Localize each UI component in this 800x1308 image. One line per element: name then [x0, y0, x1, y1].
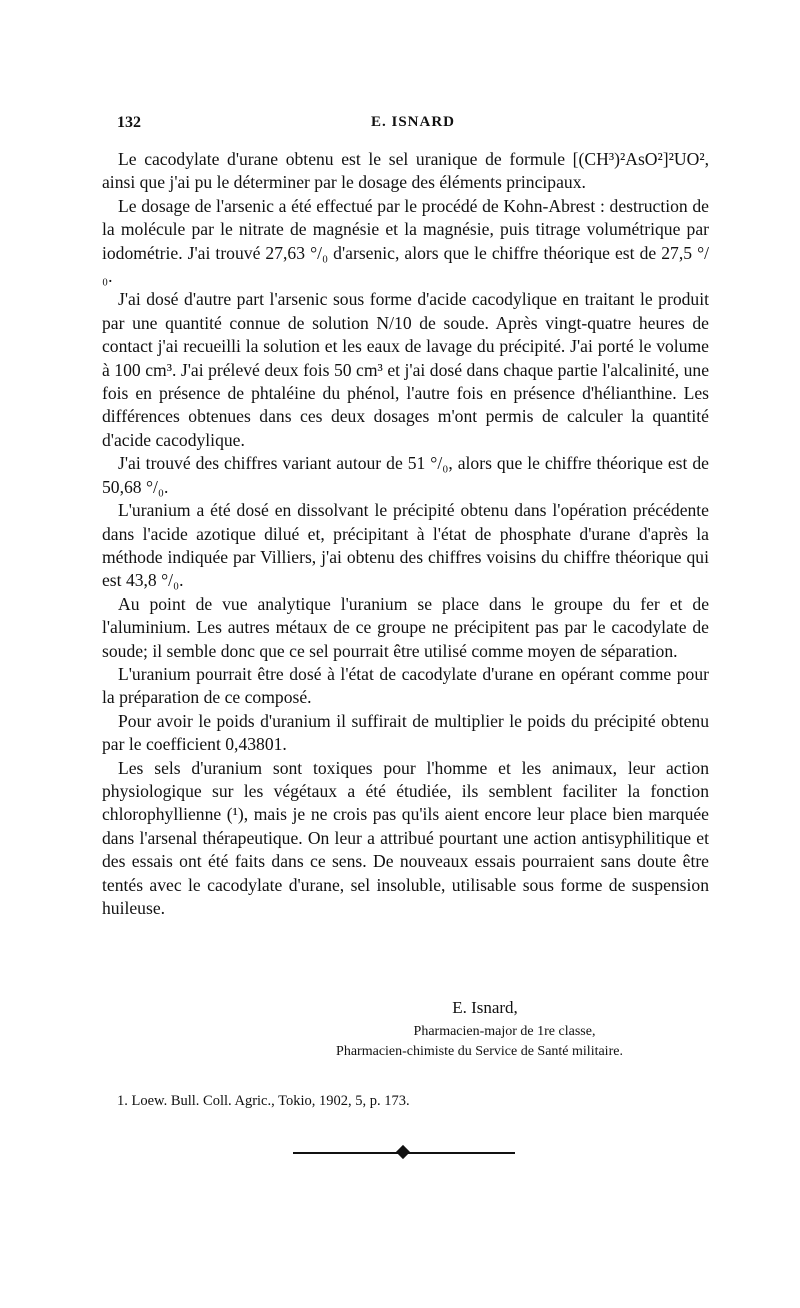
diamond-ornament-icon: [396, 1145, 410, 1159]
paragraph: J'ai trouvé des chiffres variant autour de 51 °/₀, alors que le chiffre théorique est de 50,68 °/₀.: [102, 453, 709, 497]
article-body: [102, 148, 709, 920]
paragraph: L'uranium pourrait être dosé à l'état de cacodylate d'urane en opérant comme pour la préparation de ce composé.: [102, 663, 709, 708]
paragraph: L'uranium a été dosé en dissolvant le précipité obtenu dans l'opération précédente dans l'acide azotique dilué et, précipitant à l'état de phosphate d'urane d'après la méthode indiquée par Villiers, j'ai obtenu des chiffres voisins du chiffre théorique qui est 43,8 °/₀.: [102, 500, 709, 591]
paragraph: Le cacodylate d'urane obtenu est le sel uranique de formule [(CH³)²AsO²]²UO², ainsi que j'ai pu le déterminer par le dosage des éléments principaux.: [102, 149, 709, 193]
paragraph: Au point de vue analytique l'uranium se place dans le groupe du fer et de l'aluminium. Les autres métaux de ce groupe ne précipitent pas par le cacodylate de soude; il semble donc que ce sel pourrait être utilisé comme moyen de séparation.: [102, 593, 709, 661]
author-title: Pharmacien-major de 1re classe,: [413, 1024, 596, 1039]
page-number: 132: [117, 114, 141, 131]
author-affiliation: Pharmacien-chimiste du Service de Santé militaire.: [336, 1044, 623, 1059]
page-header: [117, 114, 709, 136]
footnote: 1. Loew. Bull. Coll. Agric., Tokio, 1902, 5, p. 173.: [117, 1093, 410, 1109]
running-head: E. ISNARD: [370, 114, 455, 130]
paragraph: Les sels d'uranium sont toxiques pour l'homme et les animaux, leur action physiologique sur les végétaux a été étudiée, ils semblent faciliter la fonction chlorophyllienne (¹), mais je ne crois pas qu'ils aient encore leur place bien marquée dans l'arsenal thérapeutique. On leur a attribué pourtant une action antisyphilitique et des essais ont été faits dans ce sens. De nouveaux essais pourraient sans doute être tentés avec le cacodylate d'urane, sel insoluble, utilisable sous forme de suspension huileuse.: [102, 757, 709, 918]
author-signature: E. Isnard,: [452, 998, 518, 1017]
paragraph: J'ai dosé d'autre part l'arsenic sous forme d'acide cacodylique en traitant le produit par une quantité connue de solution N/10 de soude. Après vingt-quatre heures de contact j'ai recueilli la solution et les eaux de lavage du précipité. J'ai porté le volume à 100 cm³. J'ai prélevé deux fois 50 cm³ et j'ai dosé dans chaque partie l'alcalinité, une fois en présence de phtaléine du phénol, l'autre fois en présence d'hélianthine. Les différences obtenues dans ces deux dosages m'ont permis de calculer la quantité d'acide cacodylique.: [102, 289, 709, 450]
paragraph: Le dosage de l'arsenic a été effectué par le procédé de Kohn-Abrest : destruction de la molécule par le nitrate de magnésie et la magnésie, puis titrage volumétrique par iodométrie. J'ai trouvé 27,63 °/₀ d'arsenic, alors que le chiffre théorique est de 27,5 °/₀.: [102, 195, 709, 287]
paragraph: Pour avoir le poids d'uranium il suffirait de multiplier le poids du précipité obtenu par le coefficient 0,43801.: [102, 710, 709, 755]
